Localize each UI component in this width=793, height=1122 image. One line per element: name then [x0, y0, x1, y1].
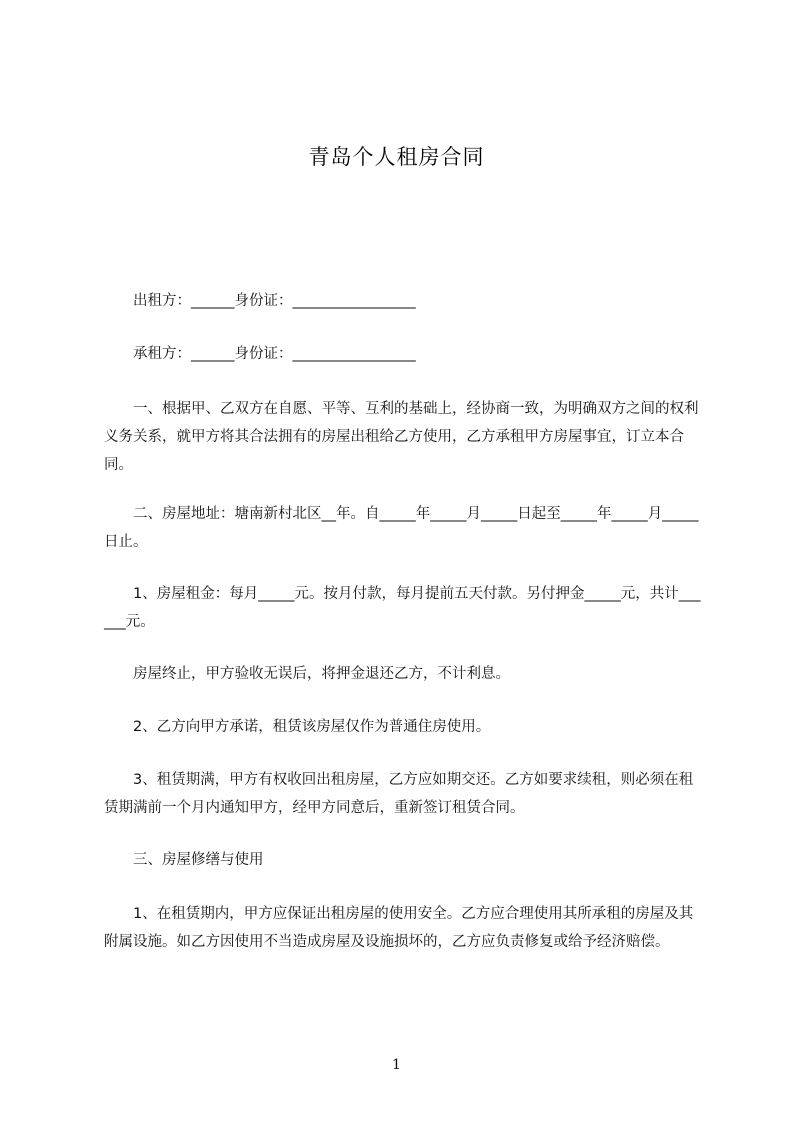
- clause-1-purpose: 一、根据甲、乙双方在自愿、平等、互利的基础上，经协商一致，为明确双方之间的权利义务关系，就甲方将其合法拥有的房屋出租给乙方使用，乙方承租甲方房屋事宜，订立本合同。: [104, 401, 699, 473]
- clause-deposit-return: 房屋终止，甲方验收无误后，将押金退还乙方，不计利息。: [104, 666, 510, 682]
- lessor-line: 出租方：______身份证：_________________: [104, 293, 416, 309]
- clause-lease-expiry: 3、租赁期满，甲方有权收回出租房屋，乙方应如期交还。乙方如要求续租，则必须在租赁期满前一个月内通知甲方，经甲方同意后，重新签订租赁合同。: [104, 772, 694, 816]
- clause-repair-use: 1、在租赁期内，甲方应保证出租房屋的使用安全。乙方应合理使用其所承租的房屋及其附属设施。如乙方因使用不当造成房屋及设施损坏的，乙方应负责修复或给予经济赔偿。: [104, 906, 694, 950]
- clause-usage-promise: 2、乙方向甲方承诺，租赁该房屋仅作为普通住房使用。: [104, 719, 491, 735]
- document-title: 青岛个人租房合同: [308, 145, 485, 169]
- clause-2-address: 二、房屋地址：塘南新村北区__年。自_____年_____月_____日起至_____年_____月_____日止。: [104, 506, 699, 550]
- lessee-line: 承租方：______身份证：_________________: [104, 346, 416, 362]
- section-3-heading: 三、房屋修缮与使用: [104, 852, 264, 868]
- clause-rent: 1、房屋租金：每月_____元。按月付款，每月提前五天付款。另付押金_____元，共计______元。: [104, 586, 701, 630]
- page-number: 1: [392, 1057, 401, 1073]
